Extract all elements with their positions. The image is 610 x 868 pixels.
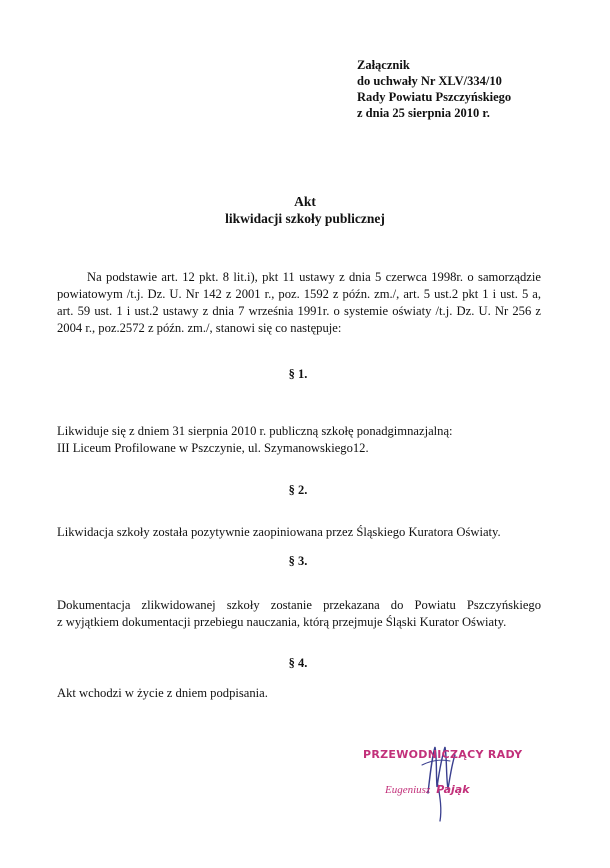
section-3-line-1: Dokumentacja zlikwidowanej szkoły zostanie przekazana do Powiatu Pszczyńskiego: [57, 598, 541, 612]
section-1-sign: § 1.: [288, 367, 308, 381]
attachment-line-2: do uchwały Nr XLV/334/10: [357, 74, 502, 88]
section-2-text: [57, 524, 501, 541]
section-4-text: [57, 685, 268, 702]
document-title: Akt: [294, 194, 316, 209]
section-3-sign: § 3.: [288, 554, 308, 568]
section-1-text: [57, 423, 453, 457]
section-4-line-1: Akt wchodzi w życie z dniem podpisania.: [57, 686, 268, 700]
legal-basis-text: Na podstawie art. 12 pkt. 8 lit.i), pkt 11 ustawy z dnia 5 czerwca 1998r. o samorządzie powiatowym /t.j. Dz. U. Nr 142 z 2001 r., poz. 1592 z późn. zm./, art. 5 ust.2 pkt 1 i ust. 5 a, art. 59 ust. 1 i ust.2 ustawy z dnia 7 września 1991r. o systemie oświaty /t.j. Dz. U. Nr 256 z 2004 r., poz.2572 z późn. zm./, stanowi się co następuje:: [57, 270, 541, 335]
legal-basis-paragraph: [57, 269, 541, 337]
section-2-sign: § 2.: [288, 483, 308, 497]
section-4-sign: § 4.: [288, 656, 308, 670]
section-1-line-2: III Liceum Profilowane w Pszczynie, ul. Szymanowskiego12.: [57, 441, 369, 455]
attachment-line-4: z dnia 25 sierpnia 2010 r.: [357, 106, 490, 120]
section-3-text: [57, 597, 541, 631]
section-1-line-1: Likwiduje się z dniem 31 sierpnia 2010 r. publiczną szkołę ponadgimnazjalną:: [57, 424, 453, 438]
name-stamp: [385, 783, 470, 796]
attachment-header: [357, 57, 511, 121]
name-stamp-first-name: Eugeniusz: [385, 784, 431, 796]
section-2-line-1: Likwidacja szkoły została pozytywnie zaopiniowana przez Śląskiego Kuratora Oświaty.: [57, 525, 501, 539]
section-3-line-2: z wyjątkiem dokumentacji przebiegu nauczania, którą przejmuje Śląski Kurator Oświaty.: [57, 615, 507, 629]
chairman-stamp: PRZEWODNICZĄCY RADY: [363, 748, 523, 761]
attachment-line-3: Rady Powiatu Pszczyńskiego: [357, 90, 512, 104]
name-stamp-surname: Pająk: [436, 783, 470, 796]
document-subtitle: likwidacji szkoły publicznej: [225, 211, 385, 226]
attachment-line-1: Załącznik: [357, 58, 410, 72]
